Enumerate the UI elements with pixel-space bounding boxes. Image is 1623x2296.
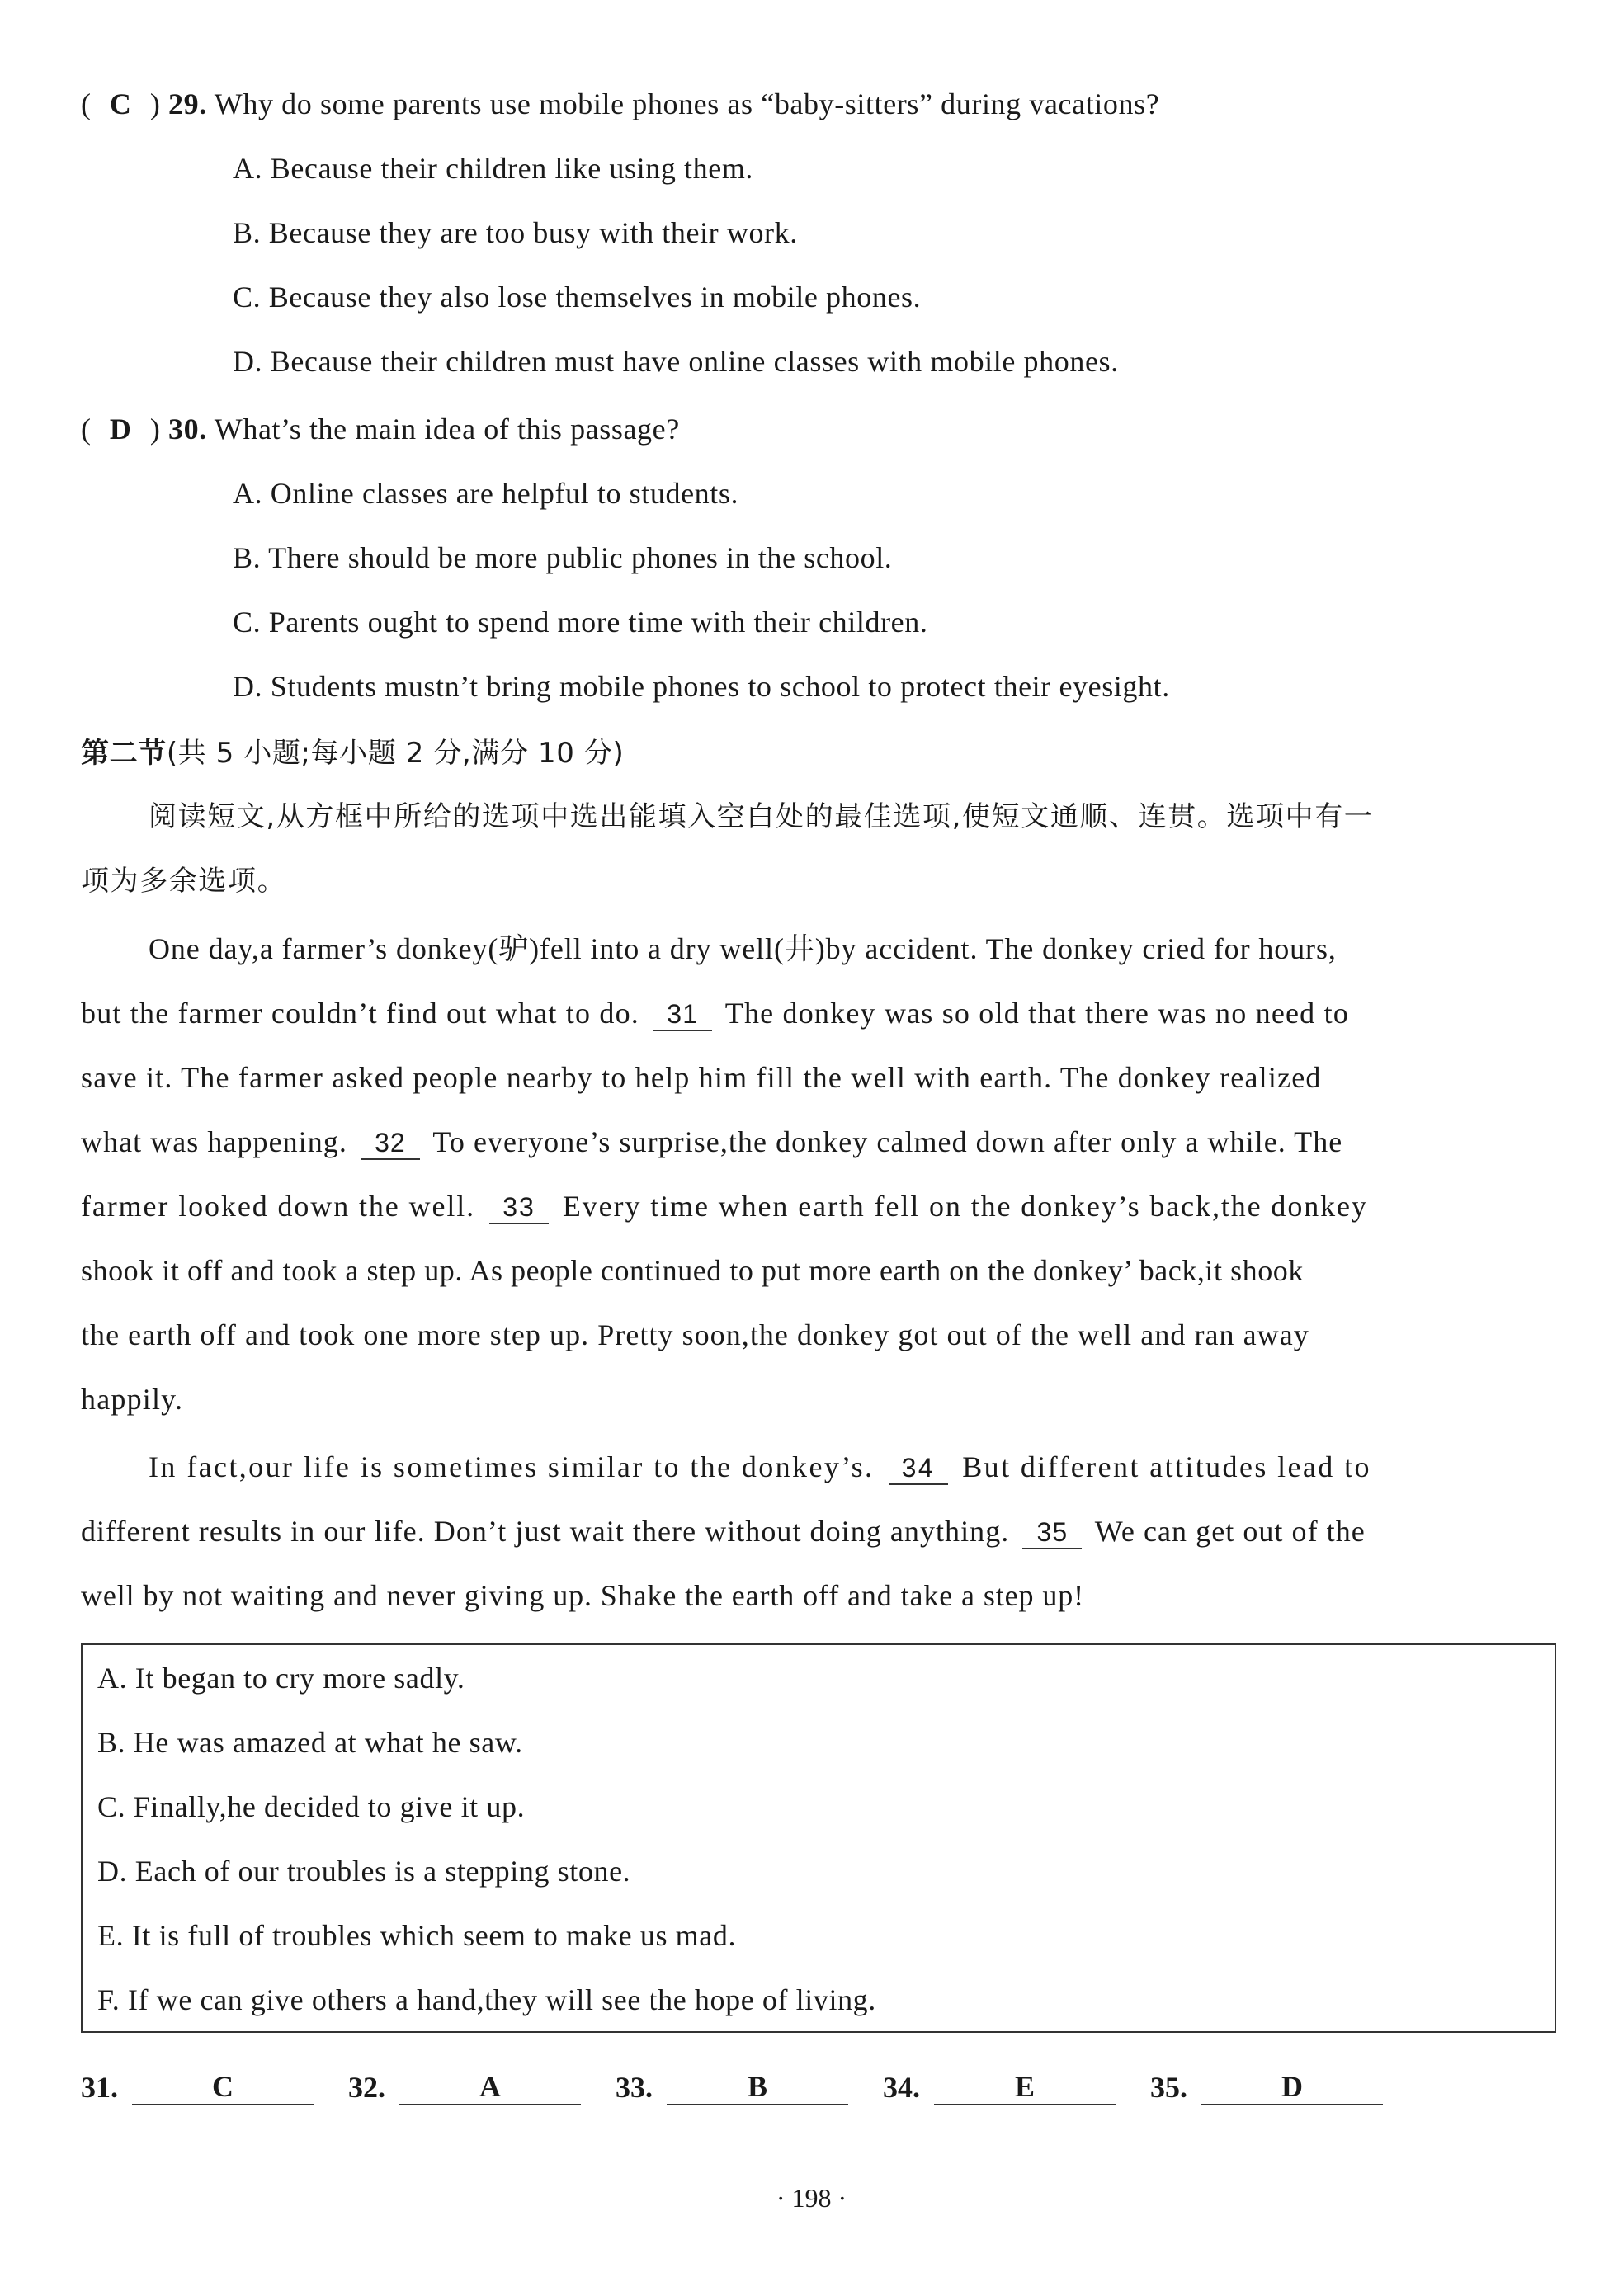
passage-line: shook it off and took a step up. As people continued to put more earth on the donkey’ back,it shook [81, 1254, 1304, 1287]
page-number: · 198 · [776, 2183, 847, 2213]
answer-number: 34. [883, 2071, 920, 2104]
box-option-d: D. Each of our troubles is a stepping stone. [97, 1855, 631, 1888]
passage-text: The donkey was so old that there was no need to [724, 997, 1349, 1030]
answer-letter: C [109, 87, 132, 120]
answer-value: A [399, 2069, 581, 2105]
box-option-b: B. He was amazed at what he saw. [97, 1726, 523, 1759]
answer-value: B [667, 2069, 848, 2105]
option-c: C. Parents ought to spend more time with their children. [233, 606, 928, 639]
passage-text: farmer looked down the well. [81, 1190, 476, 1223]
passage-text: In fact,our life is sometimes similar to the donkey’s. [149, 1450, 875, 1483]
option-d: D. Because their children must have online classes with mobile phones. [233, 345, 1119, 378]
answer-paren-open: ( [81, 87, 92, 120]
blank-35: 35 [1022, 1516, 1082, 1549]
question-text: What’s the main idea of this passage? [214, 413, 680, 446]
section-meta: (共 5 小题;每小题 2 分,满分 10 分) [166, 737, 625, 770]
passage-line [81, 1124, 1342, 1160]
box-option-c: C. Finally,he decided to give it up. [97, 1790, 526, 1823]
option-a: A. Online classes are helpful to students. [233, 477, 739, 510]
answer-paren-close: ) [149, 413, 161, 446]
option-a: A. Because their children like using them. [233, 152, 754, 185]
blank-33: 33 [489, 1191, 549, 1224]
passage-text: what was happening. [81, 1125, 347, 1158]
option-c: C. Because they also lose themselves in mobile phones. [233, 281, 922, 314]
passage-line [81, 1188, 1368, 1224]
answer-number: 31. [81, 2071, 118, 2104]
option-d: D. Students mustn’t bring mobile phones to school to protect their eyesight. [233, 670, 1170, 703]
blank-32: 32 [361, 1127, 420, 1160]
passage-line: well by not waiting and never giving up. Shake the earth off and take a step up! [81, 1579, 1085, 1612]
question-number: 30. [168, 413, 207, 446]
passage-text: Every time when earth fell on the donkey’s back,the donkey [562, 1190, 1368, 1223]
passage-text: We can get out of the [1094, 1515, 1366, 1548]
blank-34: 34 [889, 1452, 948, 1485]
answer-number: 35. [1150, 2071, 1187, 2104]
question-text: Why do some parents use mobile phones as “baby-sitters” during vacations? [214, 87, 1160, 120]
box-option-f: F. If we can give others a hand,they will see the hope of living. [97, 1983, 876, 2016]
answer-number: 33. [616, 2071, 653, 2104]
answer-value: E [934, 2069, 1116, 2105]
box-option-e: E. It is full of troubles which seem to make us mad. [97, 1919, 737, 1952]
answer-letter: D [109, 413, 132, 446]
passage-line: save it. The farmer asked people nearby to help him fill the well with earth. The donkey realized [81, 1061, 1322, 1094]
question-number: 29. [168, 87, 207, 120]
instructions-line-2: 项为多余选项。 [81, 865, 287, 898]
answer-paren-open: ( [81, 413, 92, 446]
passage-text: But different attitudes lead to [962, 1450, 1371, 1483]
section-title: 第二节 [81, 737, 167, 770]
option-b: B. There should be more public phones in the school. [233, 541, 893, 574]
passage-line: happily. [81, 1383, 184, 1416]
question-29 [81, 86, 1159, 122]
instructions-line-1: 阅读短文,从方框中所给的选项中选出能填入空白处的最佳选项,使短文通顺、连贯。选项中有一 [149, 800, 1374, 833]
passage-line: One day,a farmer’s donkey(驴)fell into a dry well(井)by accident. The donkey cried for hours, [149, 932, 1337, 965]
answer-value: D [1201, 2069, 1383, 2105]
answer-value: C [132, 2069, 314, 2105]
section-header [81, 734, 624, 771]
answer-paren-close: ) [149, 87, 161, 120]
passage-text: different results in our life. Don’t just wait there without doing anything. [81, 1515, 1010, 1548]
passage-line: the earth off and took one more step up. Pretty soon,the donkey got out of the well and ran away [81, 1318, 1309, 1351]
passage-line [81, 1513, 1366, 1549]
passage-line [149, 1449, 1371, 1485]
passage-line [81, 995, 1349, 1031]
question-30 [81, 411, 680, 447]
answer-number: 32. [348, 2071, 385, 2104]
box-option-a: A. It began to cry more sadly. [97, 1662, 465, 1695]
options-box [81, 1643, 1556, 2033]
passage-text: To everyone’s surprise,the donkey calmed down after only a while. The [432, 1125, 1343, 1158]
blank-31: 31 [653, 998, 712, 1031]
passage-text: but the farmer couldn’t find out what to do. [81, 997, 639, 1030]
option-b: B. Because they are too busy with their work. [233, 216, 798, 249]
